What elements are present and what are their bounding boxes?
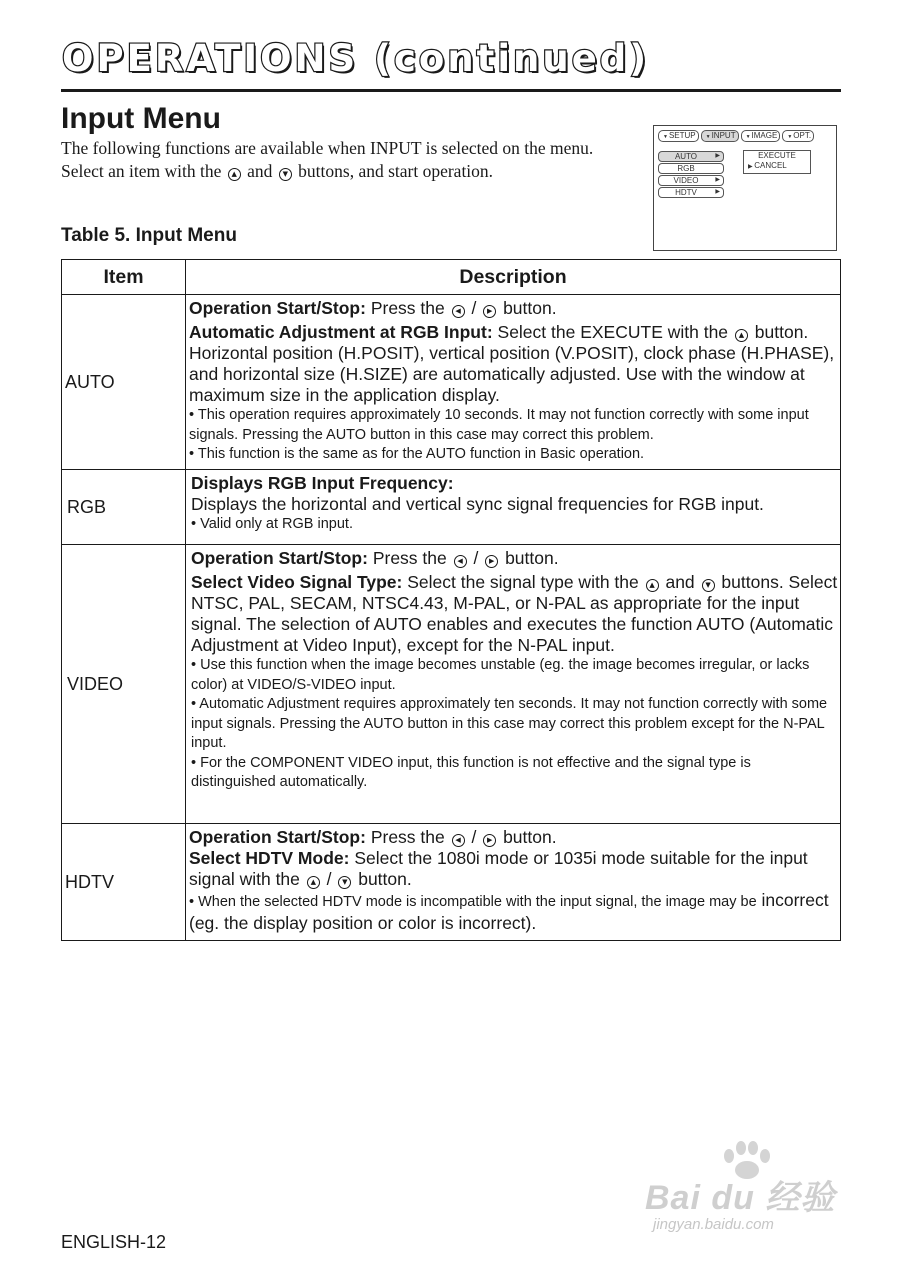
submenu-cancel: ▶ CANCEL (748, 161, 787, 170)
item-video: VIDEO (62, 545, 186, 824)
button-left-icon: ◀ (452, 305, 465, 318)
intro-text-1: The following functions are available when INPUT is selected on the menu. Select an item with the (61, 138, 594, 181)
arrow-right-icon: ▶ (715, 177, 720, 183)
intro-text-2: and (242, 161, 277, 181)
menu-item-hdtv: HDTV ▶ (658, 187, 724, 198)
menu-item-rgb: RGB (658, 163, 724, 174)
button-up-icon: ▲ (307, 876, 320, 889)
watermark-logo: Bai du 经验 (645, 1179, 836, 1217)
button-down-icon: ▼ (279, 168, 292, 181)
intro-paragraph (61, 137, 631, 183)
table-row-video (62, 545, 841, 824)
table-header-row (62, 260, 841, 295)
header-title: OPERATIONS (continued) (62, 37, 650, 80)
button-up-icon: ▲ (735, 329, 748, 342)
watermark-url: jingyan.baidu.com (653, 1216, 774, 1233)
button-down-icon: ▼ (338, 876, 351, 889)
button-right-icon: ▶ (483, 305, 496, 318)
table-row-auto (62, 295, 841, 470)
arrow-right-icon: ▶ (715, 189, 720, 195)
description-hdtv: Operation Start/Stop: Press the ◀ / ▶ button. Select HDTV Mode: Select the 1080i mode or 1035i mode suitable for the input signal with the ▲ / ▼ button. • When the selected HDTV mode is incompatible with the input signal, the image may be incorrect (eg. the display position or color is incorrect). (186, 824, 841, 941)
input-menu-table (61, 259, 841, 941)
table-row-hdtv (62, 824, 841, 941)
input-menu-screen (653, 125, 837, 251)
button-right-icon: ▶ (485, 555, 498, 568)
description-video: Operation Start/Stop: Press the ◀ / ▶ button. Select Video Signal Type: Select the signal type with the ▲ and ▼ buttons. Select NTSC, PAL, SECAM, NTSC4.43, M-PAL, or N-PAL as appropriate for the input signal. The selection of AUTO enables and executes the function AUTO (Automatic Adjustment at Video Input), except for the N-PAL input. • Use this function when the image becomes unstable (eg. the image becomes irregular, or lacks color) at VIDEO/S-VIDEO input. • Automatic Adjustment requires approximately ten seconds. It may not function correctly with some input signals. Pressing the AUTO button in this case may correct this problem except for the N-PAL input. • For the COMPONENT VIDEO input, this function is not effective and the signal type is distinguished automatically. (186, 545, 841, 824)
description-rgb: Displays RGB Input Frequency: Displays the horizontal and vertical sync signal frequencies for RGB input. • Valid only at RGB input. (186, 470, 841, 545)
item-auto: AUTO (62, 295, 186, 470)
button-left-icon: ◀ (452, 834, 465, 847)
arrow-right-icon: ▶ (715, 153, 720, 159)
menu-submenu (743, 150, 811, 174)
description-auto: Operation Start/Stop: Press the ◀ / ▶ button. Automatic Adjustment at RGB Input: Select the EXECUTE with the ▲ button. Horizontal position (H.POSIT), vertical position (V.POSIT), clock phase (H.PHASE), and horizontal size (H.SIZE) are automatically adjusted. Use with the window at maximum size in the application display. • This operation requires approximately 10 seconds. It may not function correctly with some input signals. Pressing the AUTO button in this case may correct this problem. • This function is the same as for the AUTO function in Basic operation. (186, 295, 841, 470)
submenu-execute: EXECUTE (758, 151, 796, 160)
item-hdtv: HDTV (62, 824, 186, 941)
page-footer: ENGLISH-12 (61, 1232, 167, 1252)
button-left-icon: ◀ (454, 555, 467, 568)
section-title: Input Menu (61, 102, 221, 135)
button-up-icon: ▲ (228, 168, 241, 181)
button-up-icon: ▲ (646, 579, 659, 592)
menu-tab-input: ▼INPUT (701, 130, 739, 142)
button-down-icon: ▼ (702, 579, 715, 592)
table-caption: Table 5. Input Menu (61, 225, 237, 246)
menu-tab-image: ▼IMAGE (741, 130, 781, 142)
table-row-rgb (62, 470, 841, 545)
cursor-arrow-icon: ▶ (748, 164, 755, 170)
header-description: Description (186, 260, 841, 295)
header-rule (61, 89, 841, 92)
menu-tab-setup: ▼SETUP (658, 130, 699, 142)
header-item: Item (62, 260, 186, 295)
menu-item-list (658, 151, 724, 199)
baidu-watermark (645, 1140, 845, 1240)
menu-item-video: VIDEO ▶ (658, 175, 724, 186)
item-rgb: RGB (62, 470, 186, 545)
button-right-icon: ▶ (483, 834, 496, 847)
menu-tabs (658, 130, 816, 142)
intro-text-3: buttons, and start operation. (293, 161, 494, 181)
menu-tab-opt: ▼OPT. (782, 130, 814, 142)
menu-item-auto: AUTO ▶ (658, 151, 724, 162)
